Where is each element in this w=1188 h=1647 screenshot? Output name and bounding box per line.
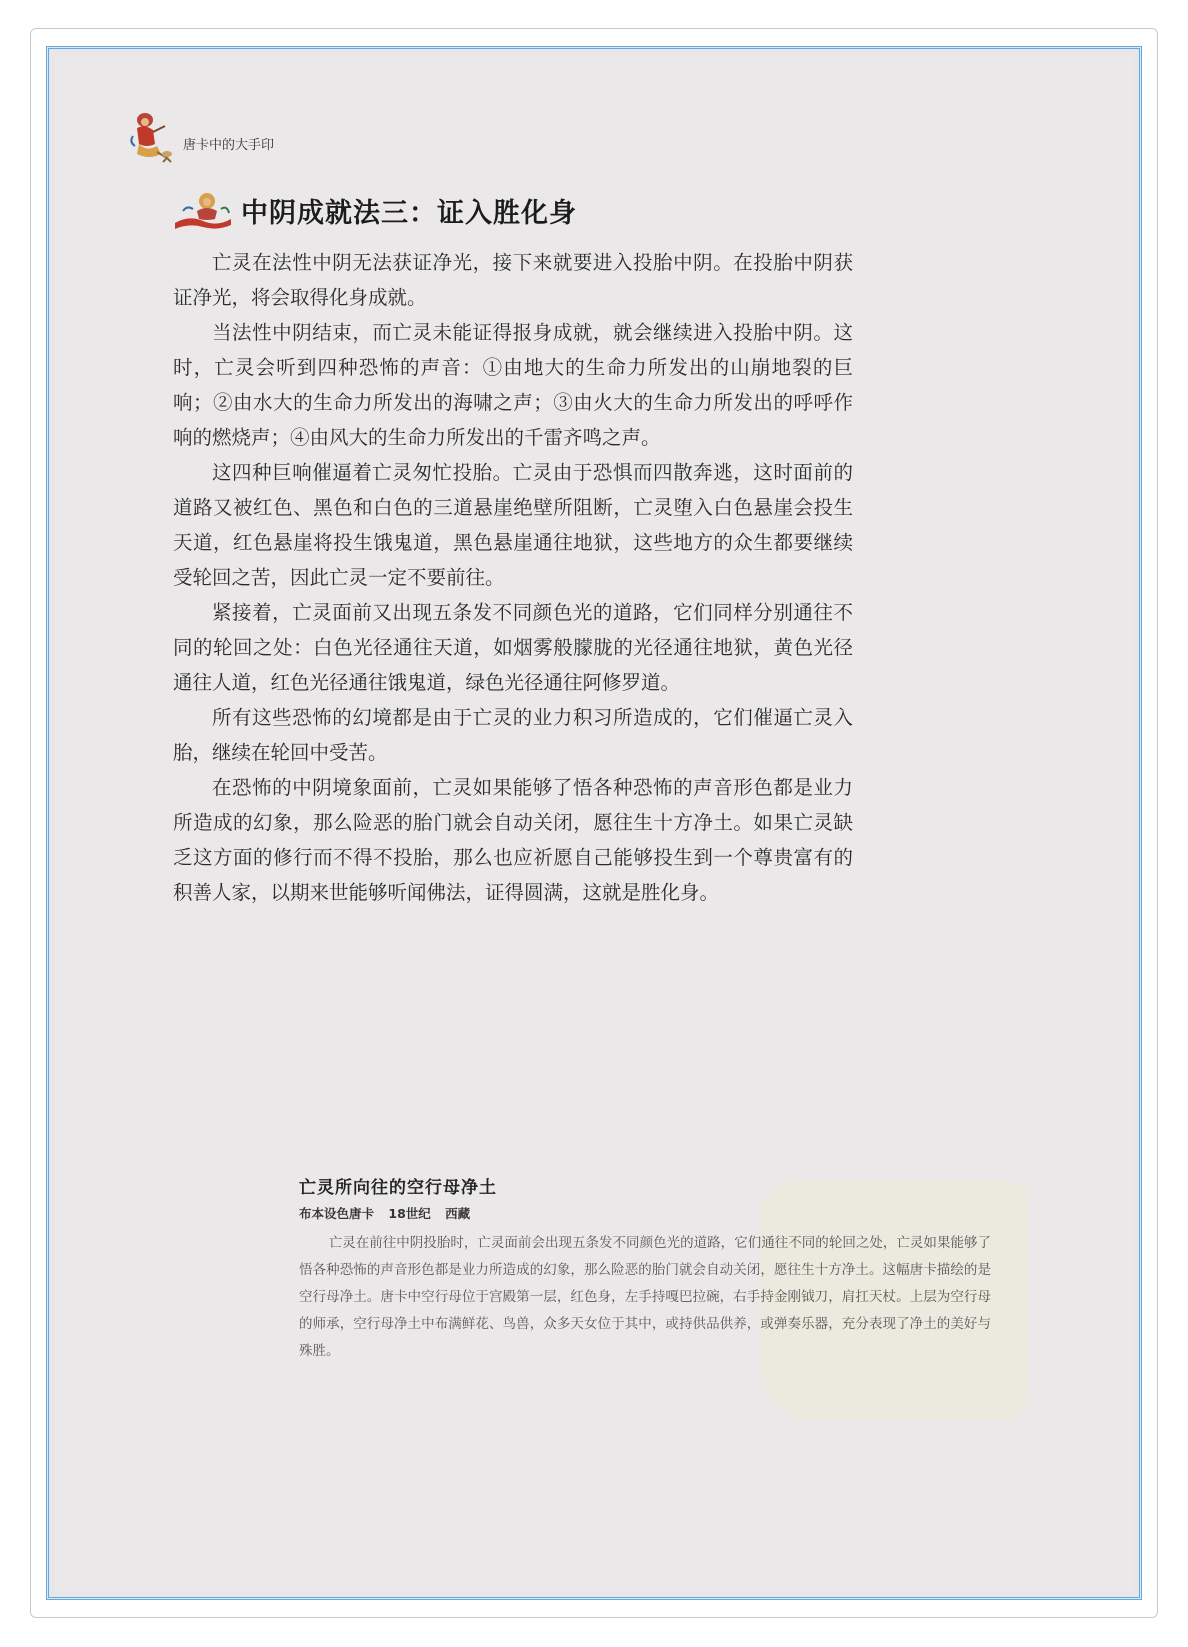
deity-ornament-icon: [173, 189, 233, 231]
caption-century: 18世纪: [388, 1206, 431, 1221]
caption-region: 西藏: [445, 1206, 471, 1221]
running-header-title: 唐卡中的大手印: [183, 137, 275, 153]
caption-text: 亡灵在前往中阴投胎时，亡灵面前会出现五条发不同颜色光的道路，它们通往不同的轮回之处，亡灵如果能够了悟各种恐怖的声音形色都是业力所造成的幻象，那么险恶的胎门就会自动关闭，愿往生十方净土。这幅唐卡描绘的是空行母净土。唐卡中空行母位于宫殿第一层，红色身，左手持嘎巴拉碗，右手持金刚钺刀，肩扛天杖。上层为空行母的师承，空行母净土中布满鲜花、鸟兽，众多天女位于其中，或持供品供养，或弹奏乐器，充分表现了净土的美好与殊胜。: [299, 1235, 991, 1359]
paragraph: 这四种巨响催逼着亡灵匆忙投胎。亡灵由于恐惧而四散奔逃，这时面前的道路又被红色、黑色和白色的三道悬崖绝壁所阻断，亡灵堕入白色悬崖会投生天道，红色悬崖将投生饿鬼道，黑色悬崖通往地狱，这些地方的众生都要继续受轮回之苦，因此亡灵一定不要前往。: [173, 461, 853, 589]
dakini-figure-icon: [127, 108, 175, 166]
running-header: [127, 107, 274, 167]
caption-meta: [299, 1204, 991, 1222]
caption-title: 亡灵所向往的空行母净土: [299, 1178, 497, 1198]
paragraph: 当法性中阴结束，而亡灵未能证得报身成就，就会继续进入投胎中阴。这时，亡灵会听到四种恐怖的声音：①由地大的生命力所发出的山崩地裂的巨响；②由水大的生命力所发出的海啸之声；③由火大的生命力所发出的呼呼作响的燃烧声；④由风大的生命力所发出的千雷齐鸣之声。: [173, 321, 853, 449]
paragraph: 所有这些恐怖的幻境都是由于亡灵的业力积习所造成的，它们催逼亡灵入胎，继续在轮回中受苦。: [173, 706, 853, 764]
page: [55, 55, 1133, 1591]
paragraph: 亡灵在法性中阴无法获证净光，接下来就要进入投胎中阴。在投胎中阴获证净光，将会取得化身成就。: [173, 251, 853, 309]
section-heading: [173, 189, 577, 231]
page-frame: [46, 46, 1142, 1600]
section-title: 中阴成就法三：证入胜化身: [241, 197, 577, 229]
paragraph: 在恐怖的中阴境象面前，亡灵如果能够了悟各种恐怖的声音形色都是业力所造成的幻象，那么险恶的胎门就会自动关闭，愿往生十方净土。如果亡灵缺乏这方面的修行而不得不投胎，那么也应祈愿自己能够投生到一个尊贵富有的积善人家，以期来世能够听闻佛法，证得圆满，这就是胜化身。: [173, 776, 853, 904]
caption-medium: 布本设色唐卡: [299, 1206, 375, 1221]
body-text: [173, 245, 853, 910]
image-caption: [299, 1173, 991, 1365]
paragraph: 紧接着，亡灵面前又出现五条发不同颜色光的道路，它们同样分别通往不同的轮回之处：白色光径通往天道，如烟雾般朦胧的光径通往地狱，黄色光径通往人道，红色光径通往饿鬼道，绿色光径通往阿修罗道。: [173, 601, 853, 694]
